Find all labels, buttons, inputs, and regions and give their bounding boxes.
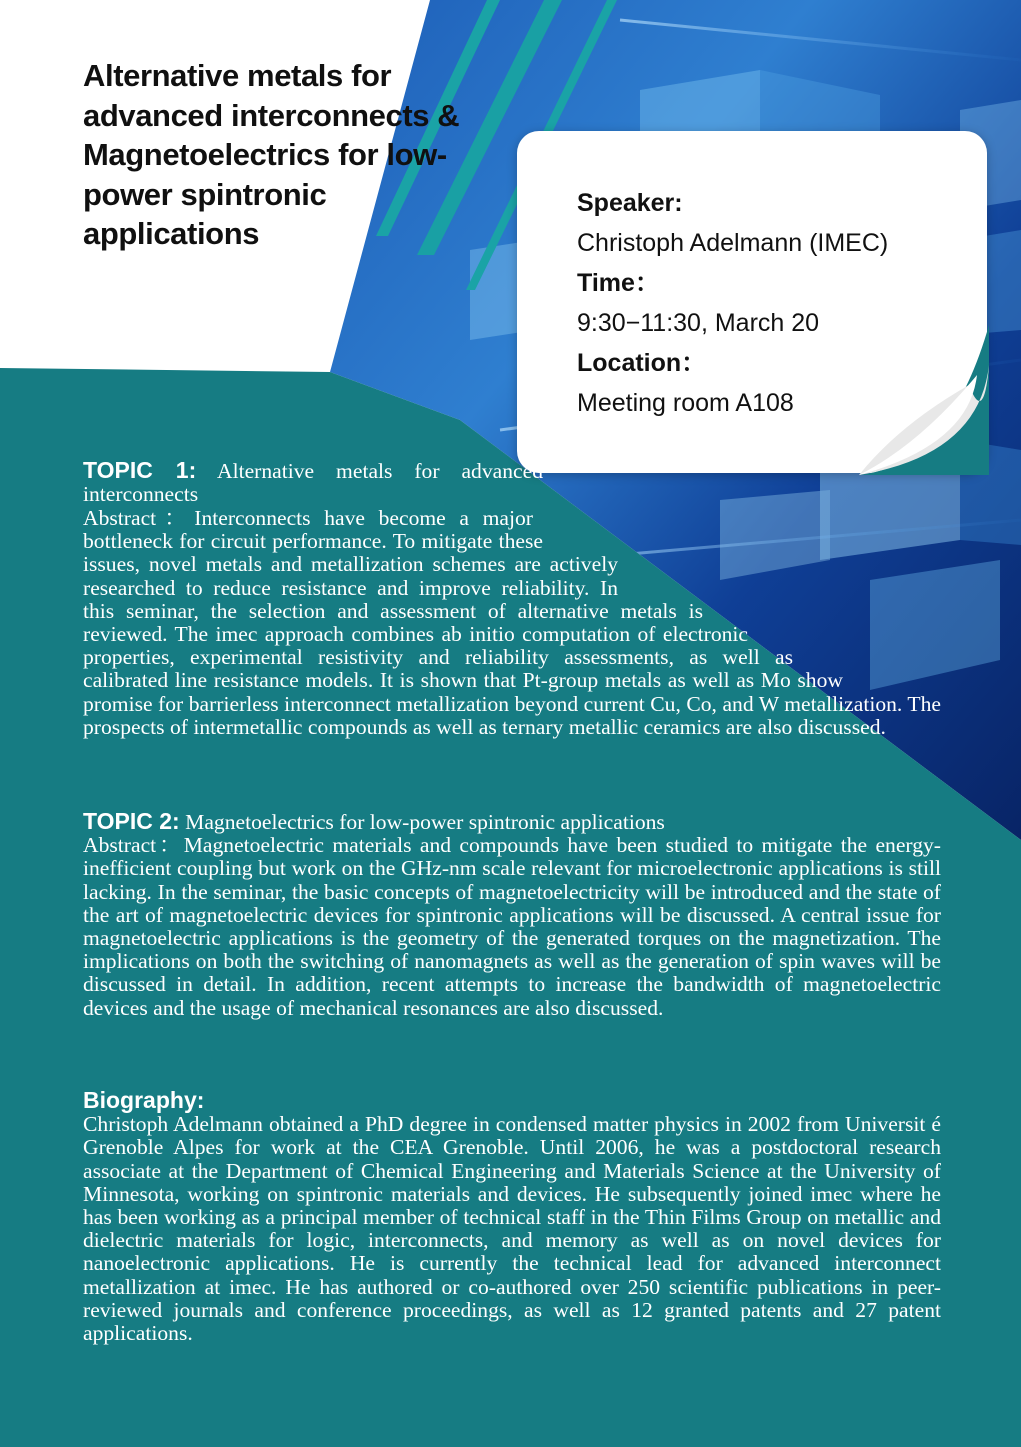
time-value: 9:30−11:30, March 20	[577, 309, 820, 337]
biography-label: Biography:	[83, 1087, 205, 1113]
topic-2-abstract-label: Abstract：	[83, 833, 184, 858]
speaker-name: Christoph Adelmann (IMEC)	[577, 229, 889, 257]
topic-1-abstract-wrap	[83, 507, 941, 739]
speaker-label: Speaker:	[577, 189, 683, 217]
topic-1-abstract-block	[83, 507, 941, 739]
topic-1-section	[83, 459, 543, 506]
topic-2-section	[83, 810, 941, 1020]
topic-2-title: Magnetoelectrics for low-power spintronic applications	[185, 810, 665, 834]
topic-1-abstract-label: Abstract：	[83, 506, 195, 530]
topic-2-abstract: Magnetoelectric materials and compounds have been studied to mitigate the energy-inefficient coupling but work on the GHz-nm scale relevant for microelectronic applications is still lacking. In the seminar, the basic concepts of magnetoelectricity will be introduced and the state of the art of magnetoelectric devices for spintronic applications will be discussed. A central issue for magnetoelectric applications is the geometry of the generated torques on the magnetization. The implications on both the switching of nanomagnets as well as the generation of spin waves will be discussed in detail. In addition, recent attempts to increase the bandwidth of magnetoelectric devices and the usage of mechanical resonances are also discussed.	[83, 833, 942, 1020]
location-value: Meeting room A108	[577, 389, 794, 417]
biography-text: Christoph Adelmann obtained a PhD degree in condensed matter physics in 2002 from Universit é Grenoble Alpes for work at the CEA Grenoble. Until 2006, he was a postdoctoral research associate at the Department of Chemical Engineering and Materials Science at the University of Minnesota, working on spintronic materials and devices. He subsequently joined imec where he has been working as a principal member of technical staff in the Thin Films Group on metallic and dielectric materials for logic, interconnects, and memory as well as on novel devices for nanoelectronic applications. He is currently the technical lead for advanced interconnect metallization at imec. He has authored or co-authored over 250 scientific publications in peer-reviewed journals and conference proceedings, as well as 12 granted patents and 27 patent applications.	[83, 1112, 941, 1346]
poster-title: Alternative metals for advanced interconnects & Magnetoelectrics for low-power spintronic applications	[83, 58, 460, 251]
biography-section	[83, 1089, 941, 1345]
time-label: Time：	[577, 269, 660, 297]
topic-1-abstract: Interconnects have become a major bottleneck for circuit performance. To mitigate these issues, novel metals and metallization schemes are actively researched to reduce resistance and improve reliability. In this seminar, the selection and assessment of alternative metals is reviewed. The imec approach combines ab initio computation of electronic properties, experimental resistivity and reliability assessments, as well as calibrated line resistance models. It is shown that Pt-group metals as well as Mo show promise for barrierless interconnect metallization beyond current Cu, Co, and W metallization. The prospects of intermetallic compounds as well as ternary metallic ceramics are also discussed.	[83, 506, 941, 739]
info-card	[517, 131, 987, 473]
location-label: Location：	[577, 349, 707, 377]
topic-2-label: TOPIC 2:	[83, 808, 180, 834]
topic-1-title: Alternative metals for advanced interconnects	[83, 459, 543, 507]
topic-1-label: TOPIC 1:	[83, 457, 197, 483]
